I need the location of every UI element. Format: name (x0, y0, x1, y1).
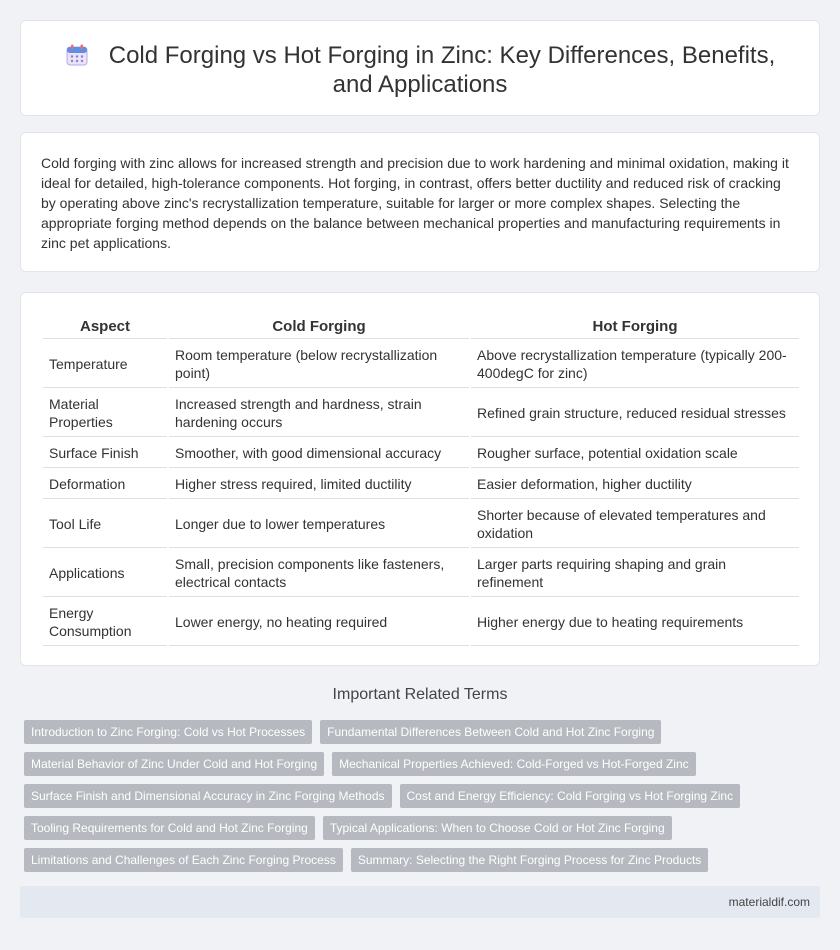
header-hot-forging: Hot Forging (471, 315, 799, 339)
header-aspect: Aspect (43, 315, 167, 339)
tag-row (24, 720, 824, 752)
cell-hot: Rougher surface, potential oxidation scale (471, 439, 799, 468)
cell-aspect: Tool Life (43, 501, 167, 548)
cell-aspect: Deformation (43, 470, 167, 499)
table-row (43, 390, 799, 437)
footer (20, 886, 820, 918)
cell-cold: Increased strength and hardness, strain hardening occurs (169, 390, 469, 437)
cell-aspect: Surface Finish (43, 439, 167, 468)
related-term-tag[interactable]: Fundamental Differences Between Cold and Hot Zinc Forging (320, 720, 661, 744)
cell-hot: Higher energy due to heating requirements (471, 599, 799, 646)
tag-row (24, 848, 824, 880)
cell-hot: Shorter because of elevated temperatures and oxidation (471, 501, 799, 548)
tag-row (24, 816, 824, 848)
table-row (43, 550, 799, 597)
related-term-tag[interactable]: Limitations and Challenges of Each Zinc Forging Process (24, 848, 343, 872)
header-cold-forging: Cold Forging (169, 315, 469, 339)
cell-cold: Longer due to lower temperatures (169, 501, 469, 548)
tag-row (24, 752, 824, 784)
cell-aspect: Applications (43, 550, 167, 597)
cell-aspect: Energy Consumption (43, 599, 167, 646)
related-term-tag[interactable]: Material Behavior of Zinc Under Cold and Hot Forging (24, 752, 324, 776)
related-term-tag[interactable]: Mechanical Properties Achieved: Cold-Forged vs Hot-Forged Zinc (332, 752, 696, 776)
related-term-tag[interactable]: Surface Finish and Dimensional Accuracy in Zinc Forging Methods (24, 784, 392, 808)
intro-card (20, 132, 820, 272)
header-card (20, 20, 820, 116)
calendar-icon (65, 43, 89, 67)
related-term-tag[interactable]: Cost and Energy Efficiency: Cold Forging vs Hot Forging Zinc (400, 784, 741, 808)
related-terms-list (24, 720, 824, 880)
cell-aspect: Temperature (43, 341, 167, 388)
comparison-table-card (20, 292, 820, 666)
cell-cold: Room temperature (below recrystallization point) (169, 341, 469, 388)
footer-site-name[interactable]: materialdif.com (728, 895, 810, 909)
related-term-tag[interactable]: Tooling Requirements for Cold and Hot Zinc Forging (24, 816, 315, 840)
cell-cold: Smoother, with good dimensional accuracy (169, 439, 469, 468)
cell-hot: Easier deformation, higher ductility (471, 470, 799, 499)
cell-aspect: Material Properties (43, 390, 167, 437)
cell-cold: Small, precision components like fasteners, electrical contacts (169, 550, 469, 597)
table-row (43, 599, 799, 646)
table-row (43, 501, 799, 548)
related-term-tag[interactable]: Summary: Selecting the Right Forging Process for Zinc Products (351, 848, 708, 872)
table-header-row (43, 315, 799, 339)
related-terms-title: Important Related Terms (332, 686, 508, 703)
intro-paragraph: Cold forging with zinc allows for increased strength and precision due to work hardening and minimal oxidation, making it ideal for detailed, high-tolerance components. Hot forging, in contrast, offers better ductility and reduced risk of cracking by operating above zinc's recrystallization temperature, suitable for larger or more complex shapes. Selecting the appropriate forging method depends on the balance between mechanical properties and manufacturing requirements in zinc pet applications. (41, 155, 789, 251)
cell-cold: Higher stress required, limited ductility (169, 470, 469, 499)
table-row (43, 470, 799, 499)
tag-row (24, 784, 824, 816)
cell-cold: Lower energy, no heating required (169, 599, 469, 646)
comparison-table (41, 313, 801, 648)
cell-hot: Larger parts requiring shaping and grain refinement (471, 550, 799, 597)
title-wrap (61, 41, 779, 99)
page-title (61, 41, 779, 99)
table-row (43, 439, 799, 468)
table-row (43, 341, 799, 388)
cell-hot: Above recrystallization temperature (typically 200-400degC for zinc) (471, 341, 799, 388)
related-term-tag[interactable]: Typical Applications: When to Choose Cold or Hot Zinc Forging (323, 816, 672, 840)
cell-hot: Refined grain structure, reduced residual stresses (471, 390, 799, 437)
related-term-tag[interactable]: Introduction to Zinc Forging: Cold vs Hot Processes (24, 720, 312, 744)
page-title-text: Cold Forging vs Hot Forging in Zinc: Key Differences, Benefits, and Applications (108, 42, 776, 98)
